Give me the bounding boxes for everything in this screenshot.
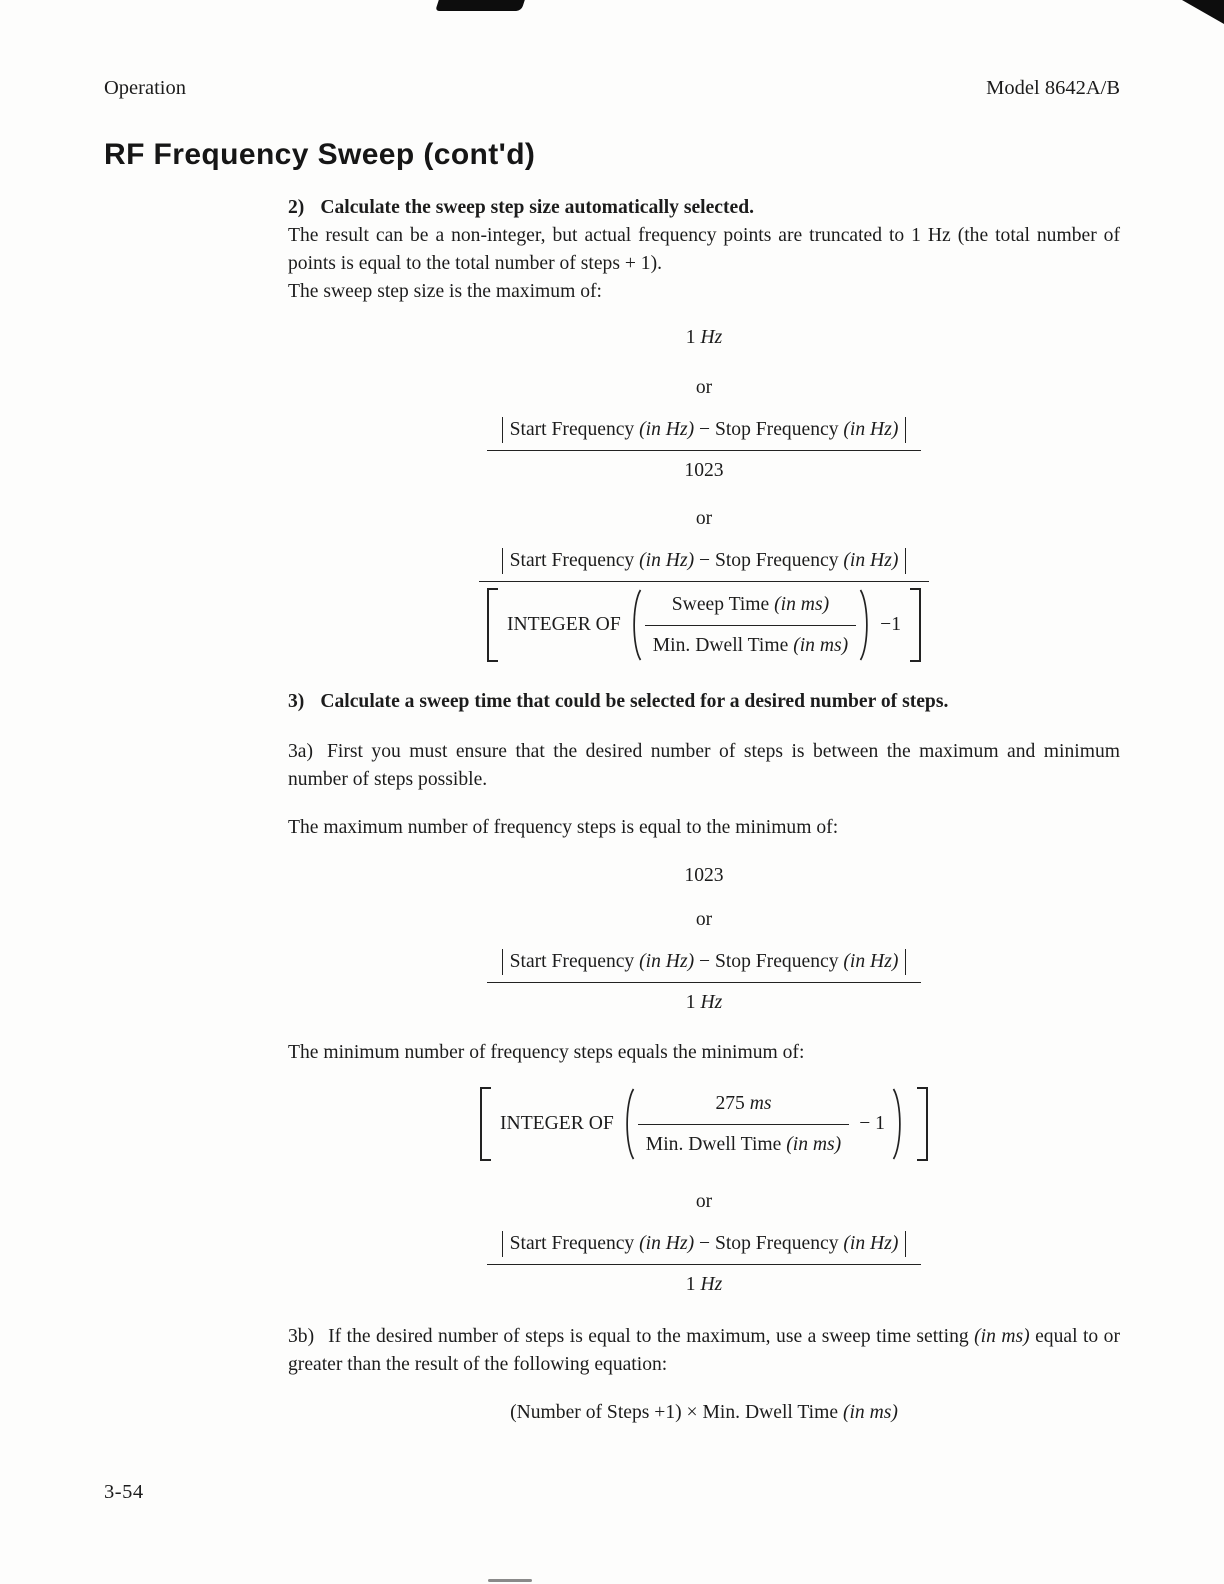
- min-dwell-text: [653, 632, 848, 660]
- right-paren-icon: [892, 1087, 905, 1161]
- abs-bar-icon: [905, 548, 906, 574]
- integer-of-label: INTEGER OF: [506, 614, 621, 635]
- start-frequency-label: Start Frequency: [509, 419, 640, 440]
- fraction-denominator: [678, 983, 730, 1017]
- in-hz-unit: (in Hz): [843, 550, 899, 571]
- section-heading-text: Calculate the sweep step size automatically selected.: [320, 197, 755, 218]
- left-bracket-icon: [487, 588, 498, 662]
- in-hz-unit: (in Hz): [639, 550, 695, 571]
- min-dwell-text: [646, 1131, 841, 1159]
- fraction-numerator: [664, 591, 837, 625]
- hz-unit: Hz: [700, 992, 723, 1013]
- left-paren-icon: [629, 588, 642, 662]
- right-paren-icon: [859, 588, 872, 662]
- section-number: 2): [288, 197, 305, 218]
- or-label: or: [695, 508, 713, 529]
- section-2-heading: [288, 194, 1120, 222]
- fraction: [479, 547, 929, 662]
- fraction-denominator: [638, 1125, 849, 1159]
- section-heading-text: Calculate a sweep time that could be selected for a desired number of steps.: [320, 691, 949, 712]
- value-one: 1: [685, 992, 701, 1013]
- start-frequency-label: Start Frequency: [509, 951, 640, 972]
- one-hz-text: [686, 989, 722, 1017]
- freq-difference-text: [510, 948, 899, 976]
- scan-artifact: [435, 0, 525, 11]
- start-frequency-label: Start Frequency: [509, 1233, 640, 1254]
- in-ms-unit: (in ms): [793, 634, 849, 656]
- integer-of-label: INTEGER OF: [500, 1113, 614, 1134]
- formula-one-hz: [288, 324, 1120, 352]
- page-number: 3-54: [104, 1481, 144, 1503]
- abs-bar-icon: [502, 1231, 503, 1257]
- 275-ms-text: [715, 1090, 771, 1118]
- or-separator: [288, 505, 1120, 533]
- fraction-numerator: [707, 1090, 779, 1124]
- formula-step-size-sweep-time: [288, 547, 1120, 662]
- or-separator: [288, 374, 1120, 402]
- in-hz-unit: (in Hz): [843, 951, 899, 972]
- fraction: [487, 948, 922, 1017]
- formula-min-steps-integer: [288, 1087, 1120, 1170]
- abs-bar-icon: [502, 949, 503, 975]
- or-label: or: [695, 1191, 713, 1212]
- sweep-time-label: Sweep Time: [671, 593, 775, 615]
- in-ms-unit: (in ms): [974, 1326, 1030, 1347]
- minus-stop-frequency-label: − Stop Frequency: [694, 550, 844, 571]
- abs-bar-icon: [905, 417, 906, 443]
- section-number: 3b): [288, 1326, 315, 1347]
- right-bracket-icon: [917, 1087, 928, 1161]
- freq-difference-text: [510, 1230, 899, 1258]
- section-3a-paragraph: [288, 738, 1120, 794]
- fraction-numerator: [487, 416, 922, 450]
- abs-bar-icon: [502, 417, 503, 443]
- in-ms-unit: (in ms): [786, 1133, 842, 1155]
- fraction: [487, 416, 922, 485]
- minus-stop-frequency-label: − Stop Frequency: [694, 419, 844, 440]
- fraction-numerator: [487, 1230, 922, 1264]
- fraction-denominator: [479, 582, 929, 662]
- section-3b-text-b: equal to or greater than the result of the following equation:: [288, 1326, 1120, 1375]
- sweep-time-equation-text: [510, 1402, 898, 1423]
- abs-bar-icon: [905, 1231, 906, 1257]
- freq-difference-text: [510, 547, 899, 575]
- page-title: RF Frequency Sweep (cont'd): [104, 138, 536, 171]
- minus-one-label: −1: [880, 614, 902, 635]
- section-number: 3): [288, 691, 305, 712]
- section-2-paragraph: The result can be a non-integer, but actual frequency points are truncated to 1 Hz (the total number of points is equal to the total number of steps + 1).: [288, 225, 1120, 274]
- section-3a-text: First you must ensure that the desired number of steps is between the maximum and minimum number of steps possible.: [288, 741, 1120, 790]
- section-number: 3a): [288, 741, 314, 762]
- formula-1023: [288, 862, 1120, 890]
- fraction-denominator: [645, 626, 856, 660]
- value-1023: 1023: [684, 460, 724, 481]
- 275-dwell-fraction: [638, 1090, 849, 1159]
- section-2-paragraph: The sweep step size is the maximum of:: [288, 281, 602, 302]
- fraction-numerator: [487, 547, 922, 581]
- or-separator: [288, 906, 1120, 934]
- or-label: or: [695, 377, 713, 398]
- page-header: [104, 76, 1120, 100]
- in-hz-unit: (in Hz): [639, 419, 695, 440]
- in-ms-unit: (in ms): [842, 1402, 898, 1423]
- fraction-numerator: [487, 948, 922, 982]
- value-one: 1: [685, 1274, 701, 1295]
- integer-of-expression: [487, 588, 921, 662]
- fraction-denominator: [678, 1265, 730, 1299]
- value-one: 1: [685, 327, 701, 348]
- section-3-heading: [288, 688, 1120, 716]
- steps-times-dwell-label: (Number of Steps +1) × Min. Dwell Time: [510, 1402, 843, 1423]
- scan-artifact: [488, 1579, 532, 1582]
- formula-min-steps: [288, 1230, 1120, 1299]
- max-steps-intro: The maximum number of frequency steps is equal to the minimum of:: [288, 817, 839, 838]
- sweep-dwell-fraction: [645, 591, 856, 660]
- left-paren-icon: [622, 1087, 635, 1161]
- hz-unit: Hz: [700, 327, 723, 348]
- hz-unit: Hz: [700, 1274, 723, 1295]
- header-left-label: Operation: [104, 77, 186, 99]
- one-hz-text: [686, 1271, 722, 1299]
- formula-sweep-time-setting: [288, 1399, 1120, 1427]
- abs-bar-icon: [502, 548, 503, 574]
- minus-stop-frequency-label: − Stop Frequency: [694, 1233, 844, 1254]
- in-hz-unit: (in Hz): [843, 419, 899, 440]
- abs-bar-icon: [905, 949, 906, 975]
- in-hz-unit: (in Hz): [843, 1233, 899, 1254]
- freq-difference-text: [510, 416, 899, 444]
- integer-of-expression: [480, 1087, 928, 1161]
- fraction-denominator: [676, 451, 731, 485]
- formula-max-steps: [288, 948, 1120, 1017]
- section-3b-text-a: If the desired number of steps is equal to the maximum, use a sweep time setting: [328, 1326, 975, 1347]
- in-hz-unit: (in Hz): [639, 1233, 695, 1254]
- start-frequency-label: Start Frequency: [509, 550, 640, 571]
- or-separator: [288, 1188, 1120, 1216]
- min-steps-intro: The minimum number of frequency steps equals the minimum of:: [288, 1042, 805, 1063]
- or-label: or: [695, 909, 713, 930]
- min-dwell-label: Min. Dwell Time: [652, 634, 794, 656]
- fraction: [487, 1230, 922, 1299]
- page-content: [288, 194, 1120, 1427]
- scan-artifact: [1182, 0, 1224, 24]
- in-hz-unit: (in Hz): [639, 951, 695, 972]
- min-dwell-label: Min. Dwell Time: [645, 1133, 787, 1155]
- section-3b-paragraph: [288, 1323, 1120, 1379]
- right-bracket-icon: [910, 588, 921, 662]
- minus-one-label: − 1: [859, 1113, 885, 1134]
- header-right-label: Model 8642A/B: [986, 77, 1120, 99]
- sweep-time-text: [672, 591, 829, 619]
- formula-step-size-1023: [288, 416, 1120, 485]
- one-hz-text: [686, 327, 722, 348]
- value-1023: 1023: [684, 865, 724, 886]
- in-ms-unit: (in ms): [774, 593, 830, 615]
- ms-unit: ms: [749, 1092, 772, 1114]
- left-bracket-icon: [480, 1087, 491, 1161]
- value-275: 275: [715, 1092, 750, 1114]
- minus-stop-frequency-label: − Stop Frequency: [694, 951, 844, 972]
